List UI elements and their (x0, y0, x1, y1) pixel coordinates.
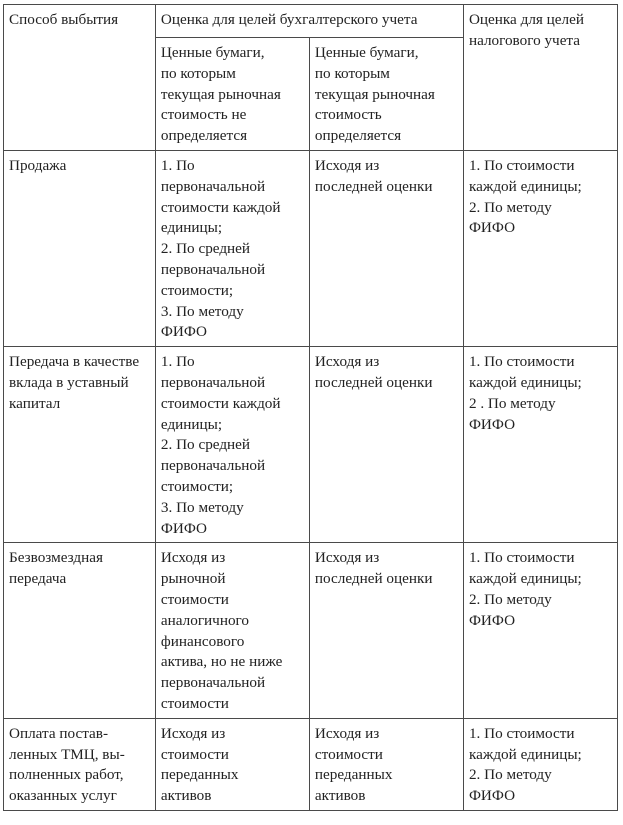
cell-not-determined: 1. По первоначальной стоимости каждой единицы; 2. По средней первоначальной стоимости; 3. По методу ФИФО (155, 347, 309, 543)
cell-determined: Исходя из последней оценки (309, 151, 463, 347)
cell-method: Безвозмездная передача (4, 543, 156, 718)
subheader-not-determined: Ценные бумаги, по которым текущая рыночная стоимость не определяется (155, 38, 309, 151)
cell-not-determined: Исходя из стоимости переданных активов (155, 718, 309, 810)
cell-tax: 1. По стоимости каждой единицы; 2. По методу ФИФО (463, 151, 617, 347)
valuation-table-container (3, 4, 618, 811)
cell-determined: Исходя из последней оценки (309, 347, 463, 543)
header-row (4, 5, 618, 38)
cell-tax: 1. По стоимости каждой единицы; 2 . По методу ФИФО (463, 347, 617, 543)
cell-not-determined: 1. По первоначальной стоимости каждой единицы; 2. По средней первоначальной стоимости; 3. По методу ФИФО (155, 151, 309, 347)
header-accounting: Оценка для целей бухгалтерского учета (155, 5, 463, 38)
cell-method: Продажа (4, 151, 156, 347)
cell-method: Передача в качестве вклада в уставный капитал (4, 347, 156, 543)
cell-method: Оплата постав- ленных ТМЦ, вы- полненных работ, оказанных услуг (4, 718, 156, 810)
cell-tax: 1. По стоимости каждой единицы; 2. По методу ФИФО (463, 718, 617, 810)
header-method: Способ выбытия (4, 5, 156, 151)
cell-tax: 1. По стоимости каждой единицы; 2. По методу ФИФО (463, 543, 617, 718)
table-row (4, 543, 618, 718)
valuation-table (3, 4, 618, 811)
cell-determined: Исходя из стоимости переданных активов (309, 718, 463, 810)
cell-not-determined: Исходя из рыночной стоимости аналогичного финансового актива, но не ниже первоначальной стоимости (155, 543, 309, 718)
subheader-determined: Ценные бумаги, по которым текущая рыночная стоимость определяется (309, 38, 463, 151)
header-tax: Оценка для целей налогового учета (463, 5, 617, 151)
table-row (4, 347, 618, 543)
table-row (4, 718, 618, 810)
table-row (4, 151, 618, 347)
cell-determined: Исходя из последней оценки (309, 543, 463, 718)
